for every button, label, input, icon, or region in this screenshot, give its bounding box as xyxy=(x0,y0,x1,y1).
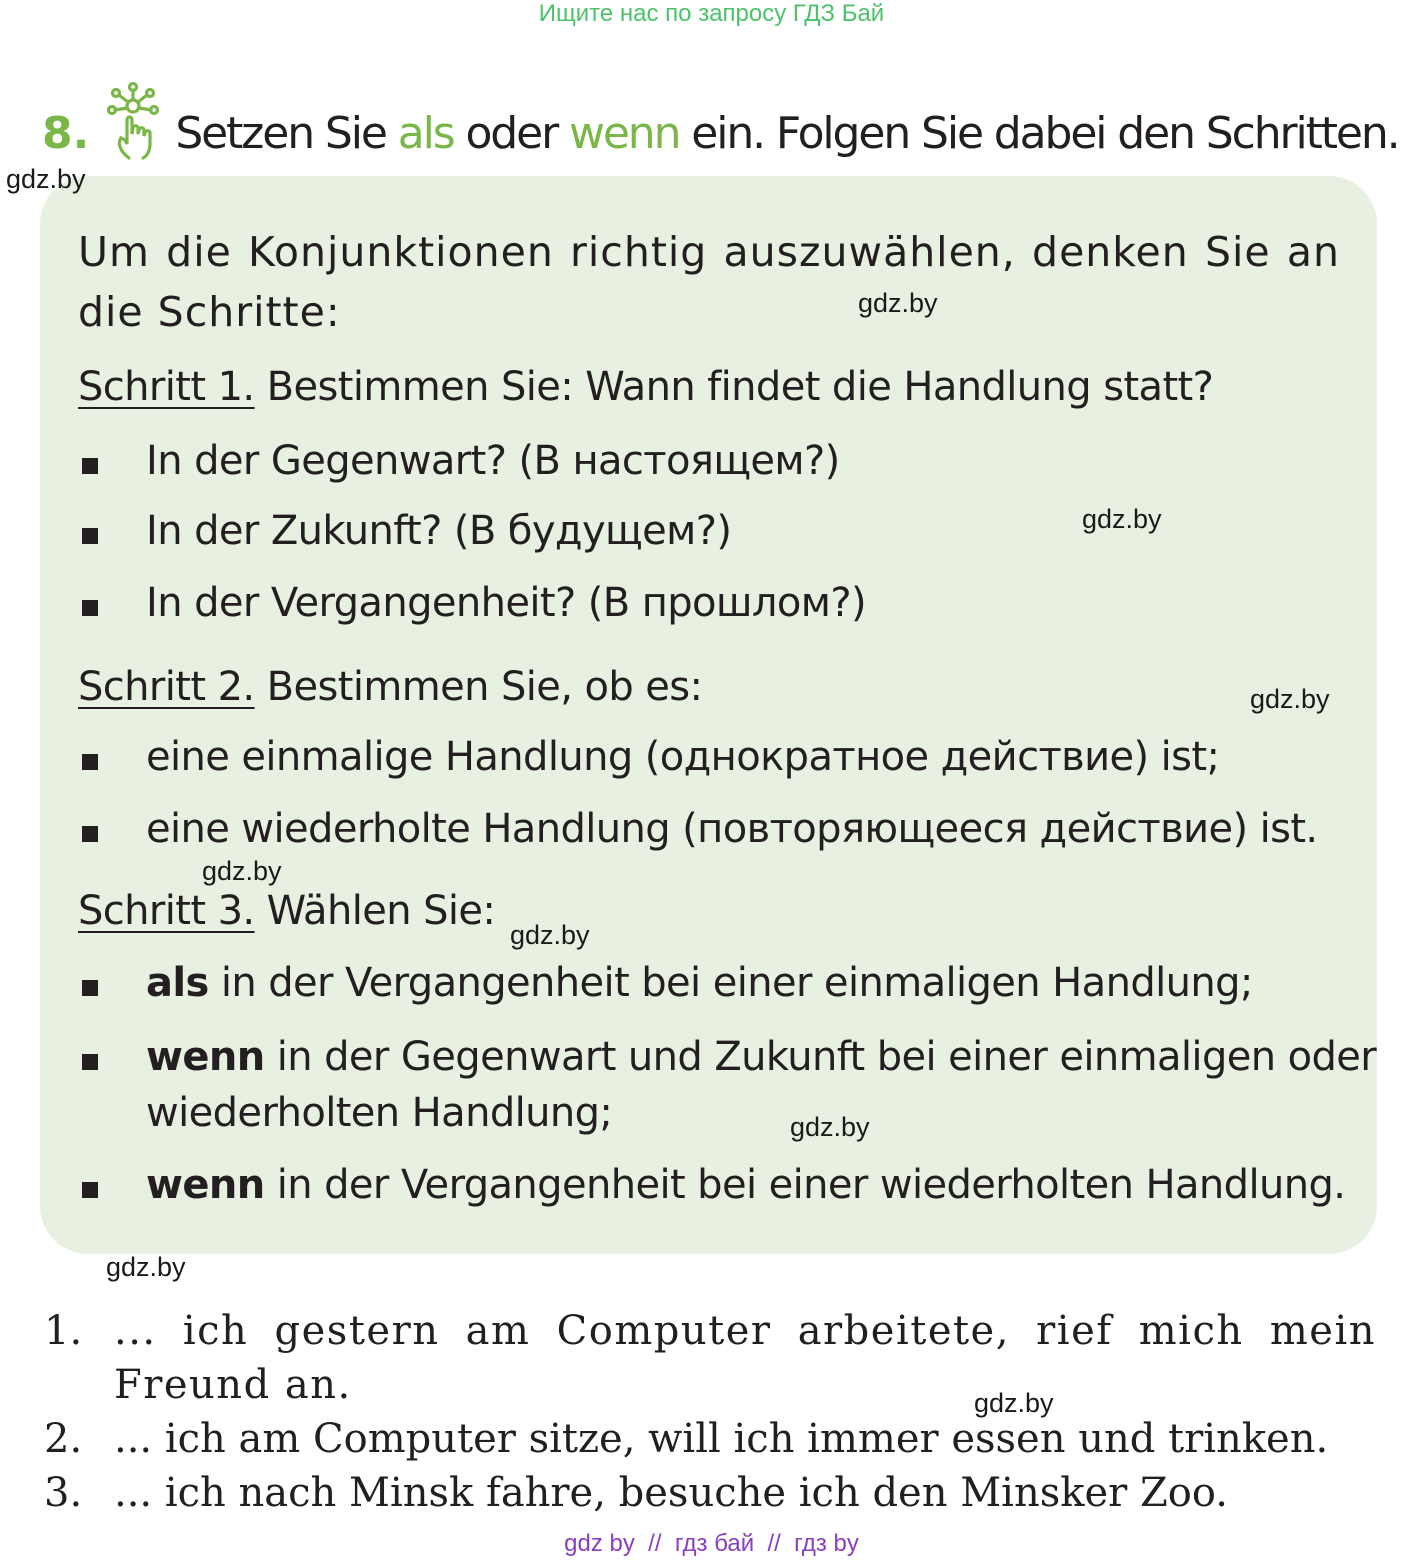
keyword-wenn: wenn xyxy=(146,1034,265,1080)
step-2-label: Schritt 2. xyxy=(78,664,255,710)
exercise-number: 1. xyxy=(44,1308,83,1354)
step-1-text: Bestimmen Sie: Wann findet die Handlung statt? xyxy=(254,364,1214,410)
title-text-2: oder xyxy=(453,108,569,159)
bullet-marker xyxy=(82,826,98,842)
bullet-marker xyxy=(82,1054,98,1070)
exercise-number: 3. xyxy=(44,1470,83,1516)
step-1-bullet-1: In der Gegenwart? (В настоящем?) xyxy=(146,438,840,484)
bullet-marker xyxy=(82,528,98,544)
step-3-bullet-2 xyxy=(146,1034,1376,1080)
watermark: gdz.by xyxy=(974,1388,1054,1418)
watermark: gdz.by xyxy=(202,856,282,886)
watermark: gdz.by xyxy=(6,164,86,194)
exercise-item-1 xyxy=(44,1304,1376,1412)
task-heading xyxy=(42,82,1399,162)
step-2-text: Bestimmen Sie, ob es: xyxy=(254,664,703,710)
bullet-marker xyxy=(82,1182,98,1198)
step-2-heading xyxy=(78,664,702,710)
bullet-marker xyxy=(82,600,98,616)
step-3-bullet-2-continued: wiederholten Handlung; xyxy=(146,1090,613,1136)
step-2-bullet-1: eine einmalige Handlung (однократное действие) ist; xyxy=(146,734,1220,780)
watermark: gdz.by xyxy=(1082,504,1162,534)
exercise-item-2 xyxy=(44,1412,1376,1466)
top-banner: Ищите нас по запросу ГДЗ Бай xyxy=(538,0,885,27)
watermark: gdz.by xyxy=(858,288,938,318)
exercise-number: 2. xyxy=(44,1416,83,1462)
info-intro: Um die Konjunktionen richtig auszuwählen, denken Sie an die Schritte: xyxy=(78,228,1340,336)
step-1-bullet-3: In der Vergangenheit? (В прошлом?) xyxy=(146,580,866,626)
highlight-als: als xyxy=(397,108,454,159)
step-3-bullet-3 xyxy=(146,1162,1345,1208)
task-title xyxy=(175,106,1398,162)
exercise-item-3 xyxy=(44,1466,1376,1520)
keyword-wenn: wenn xyxy=(146,1162,265,1208)
step-3-label: Schritt 3. xyxy=(78,888,255,934)
bullet-marker xyxy=(82,980,98,996)
title-text-1: Setzen Sie xyxy=(175,108,398,159)
watermark: gdz.by xyxy=(1250,684,1330,714)
touch-hand-network-icon xyxy=(107,82,169,162)
keyword-als: als xyxy=(146,960,209,1006)
exercise-text: ... ich nach Minsk fahre, besuche ich den Minsker Zoo. xyxy=(114,1470,1228,1516)
bottom-banner: gdz by // гдз бай // гдз by xyxy=(564,1530,859,1557)
bullet-text: in der Vergangenheit bei einer wiederholten Handlung. xyxy=(264,1162,1346,1208)
step-3-heading xyxy=(78,888,495,934)
bullet-marker xyxy=(82,754,98,770)
exercise-text: ... ich am Computer sitze, will ich immer essen und trinken. xyxy=(114,1416,1329,1462)
step-1-label: Schritt 1. xyxy=(78,364,255,410)
watermark: gdz.by xyxy=(790,1112,870,1142)
task-number: 8. xyxy=(42,108,90,159)
step-3-text: Wählen Sie: xyxy=(254,888,496,934)
bullet-text: in der Vergangenheit bei einer einmaligen Handlung; xyxy=(208,960,1253,1006)
title-text-3: ein. Folgen Sie dabei den Schritten. xyxy=(679,108,1399,159)
watermark: gdz.by xyxy=(106,1252,186,1282)
step-2-bullet-2: eine wiederholte Handlung (повторяющееся действие) ist. xyxy=(146,806,1318,852)
bullet-text: in der Gegenwart und Zukunft bei einer einmaligen oder xyxy=(264,1034,1377,1080)
step-3-bullet-1 xyxy=(146,960,1253,1006)
watermark: gdz.by xyxy=(510,920,590,950)
highlight-wenn: wenn xyxy=(568,108,680,159)
step-1-bullet-2: In der Zukunft? (В будущем?) xyxy=(146,508,732,554)
bullet-marker xyxy=(82,458,98,474)
exercise-text: ... ich gestern am Computer arbeitete, rief mich mein Freund an. xyxy=(114,1308,1376,1408)
step-1-heading xyxy=(78,364,1213,410)
